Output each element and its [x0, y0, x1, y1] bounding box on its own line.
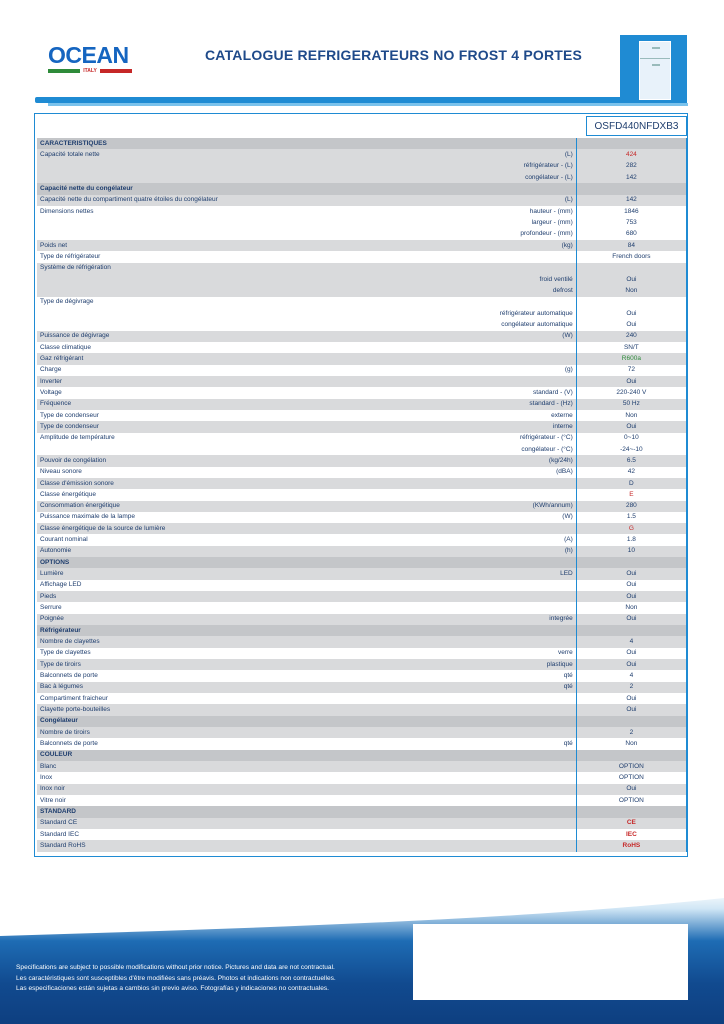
- spec-value: 1.5: [576, 512, 686, 523]
- spec-unit: (g): [321, 365, 576, 376]
- spec-unit: [321, 478, 576, 489]
- spec-unit: externe: [321, 410, 576, 421]
- spec-unit: (W): [321, 512, 576, 523]
- spec-unit: réfrigérateur - (°C): [321, 433, 576, 444]
- spec-label: Affichage LED: [37, 580, 321, 591]
- spec-value: G: [576, 523, 686, 534]
- spec-row: [37, 206, 687, 217]
- section-header-row: [37, 625, 687, 636]
- spec-row: [37, 523, 687, 534]
- spec-unit: (KWh/annum): [321, 501, 576, 512]
- spec-label: Type de condenseur: [37, 410, 321, 421]
- spec-label: Congélateur: [37, 716, 321, 727]
- spec-value: OPTION: [576, 772, 686, 783]
- spec-row: [37, 727, 687, 738]
- spec-unit: profondeur - (mm): [321, 229, 576, 240]
- spec-label: Balconnets de porte: [37, 670, 321, 681]
- spec-label: Serrure: [37, 602, 321, 613]
- spec-value: French doors: [576, 251, 686, 262]
- spec-unit: [321, 806, 576, 817]
- spec-label: Classe énergétique de la source de lumière: [37, 523, 321, 534]
- spec-value: [576, 138, 686, 149]
- footer: [0, 890, 724, 1024]
- spec-value: 42: [576, 467, 686, 478]
- spec-row: [37, 251, 687, 262]
- spec-value: R600a: [576, 353, 686, 364]
- spec-label: Compartiment fraicheur: [37, 693, 321, 704]
- spec-table-container: [34, 113, 688, 857]
- spec-unit: [321, 557, 576, 568]
- spec-row: [37, 308, 687, 319]
- spec-value: [576, 625, 686, 636]
- spec-label: [37, 285, 321, 296]
- spec-unit: (kg/24h): [321, 455, 576, 466]
- spec-unit: (dBA): [321, 467, 576, 478]
- spec-value: Oui: [576, 614, 686, 625]
- spec-unit: verre: [321, 648, 576, 659]
- spec-value: RoHS: [576, 840, 686, 851]
- spec-unit: (kg): [321, 240, 576, 251]
- spec-label: STANDARD: [37, 806, 321, 817]
- spec-row: [37, 217, 687, 228]
- spec-value: 1.8: [576, 534, 686, 545]
- spec-value: 0~10: [576, 433, 686, 444]
- spec-label: Balconnets de porte: [37, 738, 321, 749]
- spec-unit: [321, 263, 576, 274]
- header-divider-light: [48, 103, 688, 106]
- spec-unit: [321, 602, 576, 613]
- spec-unit: LED: [321, 568, 576, 579]
- spec-row: [37, 829, 687, 840]
- spec-table: [37, 138, 687, 852]
- spec-unit: (L): [321, 149, 576, 160]
- spec-row: [37, 738, 687, 749]
- spec-label: Classe climatique: [37, 342, 321, 353]
- spec-value: Non: [576, 602, 686, 613]
- spec-row: [37, 568, 687, 579]
- spec-value: Oui: [576, 693, 686, 704]
- footer-blank-box: [413, 924, 688, 1000]
- spec-label: Bac à légumes: [37, 682, 321, 693]
- spec-value: Non: [576, 410, 686, 421]
- spec-value: [576, 297, 686, 308]
- spec-value: Oui: [576, 274, 686, 285]
- spec-value: 2: [576, 682, 686, 693]
- spec-value: Oui: [576, 648, 686, 659]
- spec-value: OPTION: [576, 795, 686, 806]
- spec-unit: froid ventilé: [321, 274, 576, 285]
- spec-row: [37, 580, 687, 591]
- spec-unit: [321, 297, 576, 308]
- spec-row: [37, 795, 687, 806]
- model-name: OSFD440NFDXB3: [586, 116, 687, 136]
- spec-row: [37, 614, 687, 625]
- spec-value: Oui: [576, 376, 686, 387]
- spec-row: [37, 376, 687, 387]
- spec-value: 280: [576, 501, 686, 512]
- spec-value: 142: [576, 172, 686, 183]
- spec-unit: [321, 693, 576, 704]
- spec-label: Courant nominal: [37, 534, 321, 545]
- spec-label: [37, 172, 321, 183]
- spec-unit: (W): [321, 331, 576, 342]
- spec-unit: [321, 376, 576, 387]
- spec-label: Classe d'émission sonore: [37, 478, 321, 489]
- spec-unit: (A): [321, 534, 576, 545]
- spec-label: Vitre noir: [37, 795, 321, 806]
- page-header: [0, 0, 724, 115]
- spec-label: Classe énergétique: [37, 489, 321, 500]
- spec-value: [576, 557, 686, 568]
- logo-subtext: ITALY: [83, 68, 97, 74]
- spec-row: [37, 455, 687, 466]
- spec-value: E: [576, 489, 686, 500]
- spec-unit: (h): [321, 546, 576, 557]
- spec-unit: [321, 591, 576, 602]
- spec-label: Standard RoHS: [37, 840, 321, 851]
- spec-row: [37, 319, 687, 330]
- footer-notes: [16, 963, 396, 995]
- spec-label: Voltage: [37, 387, 321, 398]
- spec-unit: [321, 716, 576, 727]
- spec-label: [37, 161, 321, 172]
- spec-row: [37, 297, 687, 308]
- spec-row: [37, 399, 687, 410]
- spec-row: [37, 761, 687, 772]
- spec-label: Capacité nette du congélateur: [37, 183, 321, 194]
- spec-value: 142: [576, 195, 686, 206]
- spec-unit: largeur - (mm): [321, 217, 576, 228]
- spec-label: Standard IEC: [37, 829, 321, 840]
- spec-label: Nombre de tiroirs: [37, 727, 321, 738]
- spec-value: Oui: [576, 784, 686, 795]
- spec-row: [37, 591, 687, 602]
- spec-label: [37, 319, 321, 330]
- spec-unit: [321, 523, 576, 534]
- spec-label: Amplitude de température: [37, 433, 321, 444]
- spec-row: [37, 534, 687, 545]
- section-header-row: [37, 750, 687, 761]
- spec-row: [37, 229, 687, 240]
- spec-value: Oui: [576, 704, 686, 715]
- fridge-icon: [639, 41, 671, 100]
- spec-row: [37, 387, 687, 398]
- spec-label: [37, 444, 321, 455]
- spec-label: Lumière: [37, 568, 321, 579]
- spec-value: Oui: [576, 659, 686, 670]
- spec-value: [576, 806, 686, 817]
- spec-label: [37, 229, 321, 240]
- spec-value: 50 Hz: [576, 399, 686, 410]
- spec-value: [576, 183, 686, 194]
- spec-unit: [321, 636, 576, 647]
- spec-unit: qté: [321, 670, 576, 681]
- spec-row: [37, 648, 687, 659]
- spec-value: Non: [576, 738, 686, 749]
- section-header-row: [37, 557, 687, 568]
- spec-unit: (L): [321, 195, 576, 206]
- spec-value: [576, 263, 686, 274]
- spec-row: [37, 704, 687, 715]
- spec-unit: [321, 625, 576, 636]
- spec-row: [37, 331, 687, 342]
- spec-row: [37, 421, 687, 432]
- spec-unit: [321, 138, 576, 149]
- spec-value: D: [576, 478, 686, 489]
- spec-value: Oui: [576, 308, 686, 319]
- spec-unit: qté: [321, 738, 576, 749]
- spec-row: [37, 840, 687, 851]
- spec-unit: qté: [321, 682, 576, 693]
- spec-row: [37, 659, 687, 670]
- spec-label: Pouvoir de congélation: [37, 455, 321, 466]
- spec-row: [37, 285, 687, 296]
- spec-row: [37, 410, 687, 421]
- spec-value: IEC: [576, 829, 686, 840]
- spec-unit: congélateur - (°C): [321, 444, 576, 455]
- spec-label: Type de condenseur: [37, 421, 321, 432]
- spec-label: COULEUR: [37, 750, 321, 761]
- spec-unit: [321, 750, 576, 761]
- section-header-row: [37, 183, 687, 194]
- spec-row: [37, 172, 687, 183]
- spec-row: [37, 274, 687, 285]
- spec-label: [37, 274, 321, 285]
- spec-label: Capacité nette du compartiment quatre étoiles du congélateur: [37, 195, 321, 206]
- spec-label: Réfrigérateur: [37, 625, 321, 636]
- footer-note-en: Specifications are subject to possible modifications without prior notice. Pictures and data are not contractual.: [16, 964, 335, 971]
- spec-unit: integrée: [321, 614, 576, 625]
- spec-row: [37, 818, 687, 829]
- spec-unit: [321, 761, 576, 772]
- spec-label: Type de clayettes: [37, 648, 321, 659]
- spec-label: Inverter: [37, 376, 321, 387]
- spec-value: Oui: [576, 421, 686, 432]
- spec-value: 220-240 V: [576, 387, 686, 398]
- logo-tagline: [48, 68, 132, 74]
- spec-row: [37, 353, 687, 364]
- spec-row: [37, 161, 687, 172]
- spec-row: [37, 342, 687, 353]
- spec-row: [37, 784, 687, 795]
- spec-value: [576, 716, 686, 727]
- footer-note-fr: Les caractéristiques sont susceptibles d'être modifiées sans préavis. Photos et indications non contractuelles.: [16, 974, 336, 982]
- spec-label: Type de réfrigérateur: [37, 251, 321, 262]
- spec-unit: [321, 704, 576, 715]
- spec-label: Type de tiroirs: [37, 659, 321, 670]
- spec-unit: hauteur - (mm): [321, 206, 576, 217]
- section-header-row: [37, 138, 687, 149]
- spec-value: 6.5: [576, 455, 686, 466]
- spec-row: [37, 602, 687, 613]
- spec-row: [37, 501, 687, 512]
- spec-label: Puissance de dégivrage: [37, 331, 321, 342]
- spec-value: 680: [576, 229, 686, 240]
- spec-row: [37, 682, 687, 693]
- spec-row: [37, 149, 687, 160]
- spec-label: Dimensions nettes: [37, 206, 321, 217]
- spec-value: 10: [576, 546, 686, 557]
- spec-row: [37, 467, 687, 478]
- spec-row: [37, 444, 687, 455]
- spec-unit: [321, 840, 576, 851]
- section-header-row: [37, 806, 687, 817]
- spec-label: Inox: [37, 772, 321, 783]
- spec-label: [37, 308, 321, 319]
- spec-value: [576, 750, 686, 761]
- spec-row: [37, 478, 687, 489]
- spec-unit: [321, 818, 576, 829]
- spec-label: Système de réfrigération: [37, 263, 321, 274]
- spec-row: [37, 512, 687, 523]
- spec-label: Inox noir: [37, 784, 321, 795]
- spec-label: Poignée: [37, 614, 321, 625]
- spec-unit: standard - (V): [321, 387, 576, 398]
- spec-row: [37, 546, 687, 557]
- spec-row: [37, 263, 687, 274]
- spec-unit: [321, 580, 576, 591]
- spec-row: [37, 772, 687, 783]
- spec-row: [37, 670, 687, 681]
- spec-unit: [321, 342, 576, 353]
- spec-row: [37, 240, 687, 251]
- spec-unit: [321, 353, 576, 364]
- spec-value: Oui: [576, 580, 686, 591]
- spec-label: Clayette porte-bouteilles: [37, 704, 321, 715]
- spec-label: Puissance maximale de la lampe: [37, 512, 321, 523]
- logo-text: OCEAN: [48, 42, 129, 68]
- spec-row: [37, 365, 687, 376]
- spec-unit: standard - (Hz): [321, 399, 576, 410]
- footer-note-es: Las especificaciones están sujetas a cambios sin previo aviso. Fotografías y indicaciones no contractuales.: [16, 985, 330, 992]
- section-header-row: [37, 716, 687, 727]
- spec-unit: [321, 829, 576, 840]
- spec-unit: congélateur - (L): [321, 172, 576, 183]
- spec-label: Fréquence: [37, 399, 321, 410]
- spec-unit: congélateur automatique: [321, 319, 576, 330]
- spec-value: 1846: [576, 206, 686, 217]
- spec-label: Consommation énergétique: [37, 501, 321, 512]
- spec-value: 2: [576, 727, 686, 738]
- spec-value: Oui: [576, 568, 686, 579]
- spec-row: [37, 195, 687, 206]
- spec-unit: defrost: [321, 285, 576, 296]
- spec-label: Pieds: [37, 591, 321, 602]
- spec-unit: [321, 183, 576, 194]
- spec-label: Charge: [37, 365, 321, 376]
- spec-unit: réfrigérateur automatique: [321, 308, 576, 319]
- spec-unit: [321, 489, 576, 500]
- spec-label: OPTIONS: [37, 557, 321, 568]
- spec-unit: interne: [321, 421, 576, 432]
- spec-value: 84: [576, 240, 686, 251]
- spec-unit: [321, 795, 576, 806]
- spec-unit: [321, 772, 576, 783]
- spec-label: [37, 217, 321, 228]
- spec-label: Autonomie: [37, 546, 321, 557]
- spec-value: 72: [576, 365, 686, 376]
- spec-value: 4: [576, 670, 686, 681]
- spec-label: Type de dégivrage: [37, 297, 321, 308]
- spec-value: 424: [576, 149, 686, 160]
- spec-value: 240: [576, 331, 686, 342]
- spec-unit: [321, 784, 576, 795]
- spec-value: 4: [576, 636, 686, 647]
- spec-value: Oui: [576, 591, 686, 602]
- spec-row: [37, 693, 687, 704]
- spec-label: CARACTERISTIQUES: [37, 138, 321, 149]
- spec-value: CE: [576, 818, 686, 829]
- page-title: CATALOGUE REFRIGERATEURS NO FROST 4 PORTES: [205, 47, 583, 63]
- spec-label: Poids net: [37, 240, 321, 251]
- spec-unit: [321, 251, 576, 262]
- spec-label: Gaz réfrigérant: [37, 353, 321, 364]
- spec-value: Non: [576, 285, 686, 296]
- spec-unit: [321, 727, 576, 738]
- spec-label: Standard CE: [37, 818, 321, 829]
- spec-value: 753: [576, 217, 686, 228]
- spec-row: [37, 489, 687, 500]
- spec-row: [37, 433, 687, 444]
- spec-unit: réfrigérateur - (L): [321, 161, 576, 172]
- spec-label: Niveau sonore: [37, 467, 321, 478]
- spec-label: Nombre de clayettes: [37, 636, 321, 647]
- spec-value: OPTION: [576, 761, 686, 772]
- spec-label: Capacité totale nette: [37, 149, 321, 160]
- spec-value: SN/T: [576, 342, 686, 353]
- spec-row: [37, 636, 687, 647]
- spec-label: Blanc: [37, 761, 321, 772]
- spec-value: -24~-10: [576, 444, 686, 455]
- spec-value: Oui: [576, 319, 686, 330]
- spec-value: 282: [576, 161, 686, 172]
- ocean-logo: [48, 44, 138, 74]
- spec-unit: plastique: [321, 659, 576, 670]
